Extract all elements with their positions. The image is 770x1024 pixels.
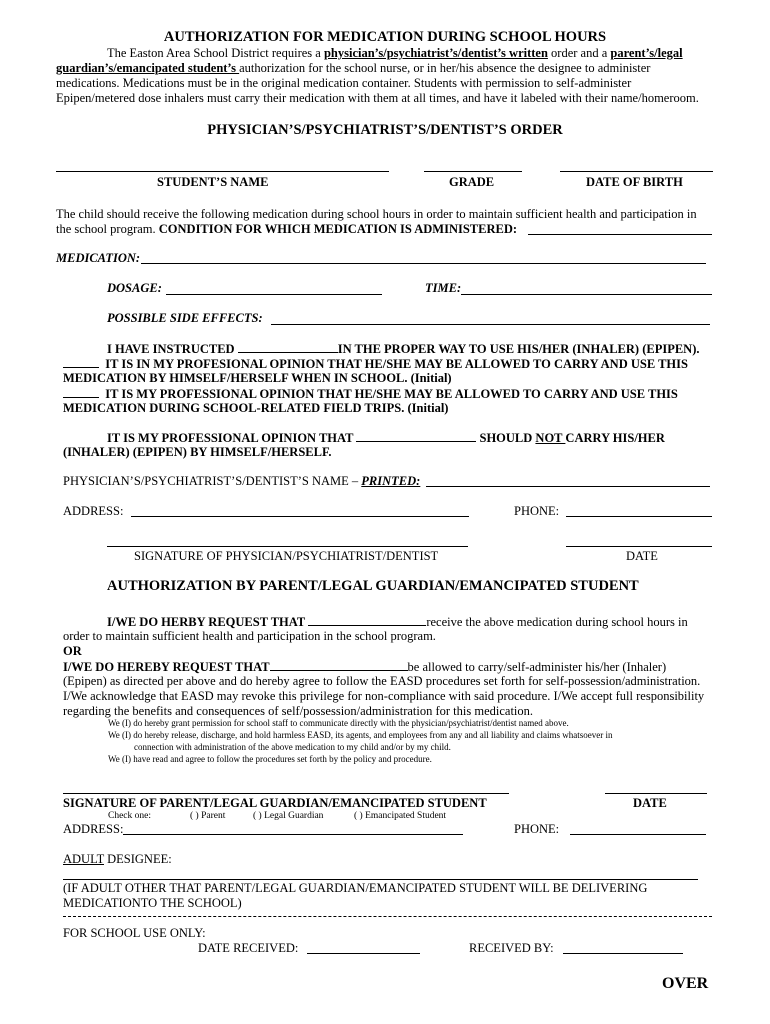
instructed-line: I HAVE INSTRUCTED IN THE PROPER WAY TO USE HIS/HER (INHALER) (EPIPEN). xyxy=(107,342,700,356)
child-text-line-1: The child should receive the following medication during school hours in order to maintain sufficient health and participation in xyxy=(56,207,697,221)
small-print-4: We (I) have read and agree to follow the procedures set forth by the policy and procedure. xyxy=(108,754,432,764)
intro-line-1: The Easton Area School District requires a physician’s/psychiatrist’s/dentist’s written order and a parent’s/legal xyxy=(107,46,683,60)
physician-address-label: ADDRESS: xyxy=(63,504,124,518)
opinion-3-student-field[interactable] xyxy=(356,430,476,442)
emancipated-student-checkbox[interactable]: ( ) Emancipated Student xyxy=(354,811,447,821)
school-use-label: FOR SCHOOL USE ONLY: xyxy=(63,926,206,940)
physician-signature-field[interactable] xyxy=(107,546,468,547)
request-2-student-field[interactable] xyxy=(270,659,408,671)
time-field[interactable] xyxy=(461,294,712,295)
dob-field[interactable] xyxy=(560,171,713,172)
parent-checkbox[interactable]: ( ) Parent xyxy=(190,811,226,821)
opinion-3-line-a: IT IS MY PROFESSIONAL OPINION THAT SHOULD NOT CARRY HIS/HER xyxy=(107,431,665,445)
or-label: OR xyxy=(63,644,82,658)
parent-address-label: ADDRESS: xyxy=(63,822,124,836)
physician-phone-label: PHONE: xyxy=(514,504,560,518)
request-2-line-a: I/WE DO HEREBY REQUEST THAT be allowed to carry/self-administer his/her (Inhaler) xyxy=(63,660,667,674)
side-effects-field[interactable] xyxy=(271,324,710,325)
page-title: AUTHORIZATION FOR MEDICATION DURING SCHOOL HOURS xyxy=(163,29,607,45)
opinion-1-initial-field[interactable] xyxy=(63,356,99,368)
small-print-3: connection with administration of the above medication to my child and/or by my child. xyxy=(134,742,451,752)
dob-label: DATE OF BIRTH xyxy=(586,175,683,189)
small-print-1: We (I) do hereby grant permission for school staff to communicate directly with the physician/psychiatrist/dentist named above. xyxy=(108,718,569,728)
opinion-2-line-b: MEDICATION DURING SCHOOL-RELATED FIELD TRIPS. (Initial) xyxy=(63,401,449,415)
physician-name-printed-label: PHYSICIAN’S/PSYCHIATRIST’S/DENTIST’S NAME – PRINTED: xyxy=(63,474,421,488)
parent-date-field[interactable] xyxy=(605,793,707,794)
request-2-line-c: I/We acknowledge that EASD may revoke this privilege for non-compliance with said procedure. I/We accept full responsibility xyxy=(63,689,705,703)
designee-note-line-2: MEDICATIONTO THE SCHOOL) xyxy=(63,896,242,910)
dosage-label: DOSAGE: xyxy=(107,281,162,295)
check-one-label: Check one: xyxy=(108,811,152,821)
school-use-separator xyxy=(63,916,712,917)
opinion-3-line-b: (INHALER) (EPIPEN) BY HIMSELF/HERSELF. xyxy=(63,445,332,459)
designee-note-line-1: (IF ADULT OTHER THAT PARENT/LEGAL GUARDIAN/EMANCIPATED STUDENT WILL BE DELIVERING xyxy=(63,881,648,895)
request-1-student-field[interactable] xyxy=(308,614,426,626)
physician-phone-field[interactable] xyxy=(566,516,712,517)
grade-label: GRADE xyxy=(449,175,495,189)
physician-section-heading: PHYSICIAN’S/PSYCHIATRIST’S/DENTIST’S ORDER xyxy=(207,122,563,138)
parent-section-heading: AUTHORIZATION BY PARENT/LEGAL GUARDIAN/EMANCIPATED STUDENT xyxy=(107,578,639,594)
instructed-name-field[interactable] xyxy=(238,341,338,353)
request-1-line-a: I/WE DO HERBY REQUEST THAT receive the above medication during school hours in xyxy=(107,615,688,629)
request-2-line-b: (Epipen) as directed per above and do hereby agree to follow the EASD procedures set forth for self-possession/administration. xyxy=(63,674,701,688)
child-text-line-2: the school program. CONDITION FOR WHICH MEDICATION IS ADMINISTERED: xyxy=(56,222,518,236)
grade-field[interactable] xyxy=(424,171,522,172)
physician-signature-label: SIGNATURE OF PHYSICIAN/PSYCHIATRIST/DENTIST xyxy=(134,549,439,563)
student-name-label: STUDENT’S NAME xyxy=(157,175,269,189)
parent-phone-label: PHONE: xyxy=(514,822,560,836)
intro-line-3: medications. Medications must be in the original medication container. Students with permission to self-administer xyxy=(56,76,632,90)
parent-signature-field[interactable] xyxy=(63,793,509,794)
opinion-1-line-a: IT IS IN MY PROFESIONAL OPINION THAT HE/SHE MAY BE ALLOWED TO CARRY AND USE THIS xyxy=(63,356,688,372)
over-label: OVER xyxy=(662,975,709,992)
physician-date-label: DATE xyxy=(626,549,658,563)
adult-designee-label: ADULT DESIGNEE: xyxy=(63,852,172,866)
received-by-field[interactable] xyxy=(563,953,683,954)
request-1-line-b: order to maintain sufficient health and participation in the school program. xyxy=(63,629,436,643)
received-by-label: RECEIVED BY: xyxy=(469,941,554,955)
intro-line-2: guardian’s/emancipated student’s authorization for the school nurse, or in her/his absence the designee to administer xyxy=(56,61,651,75)
date-received-label: DATE RECEIVED: xyxy=(198,941,299,955)
medication-field[interactable] xyxy=(141,263,706,264)
physician-date-field[interactable] xyxy=(566,546,712,547)
parent-phone-field[interactable] xyxy=(570,834,706,835)
time-label: TIME: xyxy=(425,281,462,295)
physician-address-field[interactable] xyxy=(131,516,469,517)
parent-signature-label: SIGNATURE OF PARENT/LEGAL GUARDIAN/EMANCIPATED STUDENT xyxy=(63,796,487,810)
condition-field[interactable] xyxy=(528,234,712,235)
adult-designee-field[interactable] xyxy=(63,879,698,880)
opinion-1-line-b: MEDICATION BY HIMSELF/HERSELF WHEN IN SCHOOL. (Initial) xyxy=(63,371,452,385)
physician-name-field[interactable] xyxy=(426,486,710,487)
opinion-2-initial-field[interactable] xyxy=(63,386,99,398)
legal-guardian-checkbox[interactable]: ( ) Legal Guardian xyxy=(253,811,324,821)
opinion-2-line-a: IT IS MY PROFESSIONAL OPINION THAT HE/SHE MAY BE ALLOWED TO CARRY AND USE THIS xyxy=(63,386,678,402)
small-print-2: We (I) do hereby release, discharge, and hold harmless EASD, its agents, and employees from any and all liability and claims whatsoever in xyxy=(108,730,613,740)
request-2-line-d: regarding the benefits and consequences of self/possession/administration for this medication. xyxy=(63,704,534,718)
parent-date-label: DATE xyxy=(633,796,667,810)
intro-line-4: Epipen/metered dose inhalers must carry their medication with them at all times, and have it labeled with their name/homeroom. xyxy=(56,91,699,105)
parent-address-field[interactable] xyxy=(123,834,463,835)
medication-label: MEDICATION: xyxy=(56,251,141,265)
student-name-field[interactable] xyxy=(56,171,389,172)
date-received-field[interactable] xyxy=(307,953,420,954)
side-effects-label: POSSIBLE SIDE EFFECTS: xyxy=(107,311,263,325)
dosage-field[interactable] xyxy=(166,294,382,295)
